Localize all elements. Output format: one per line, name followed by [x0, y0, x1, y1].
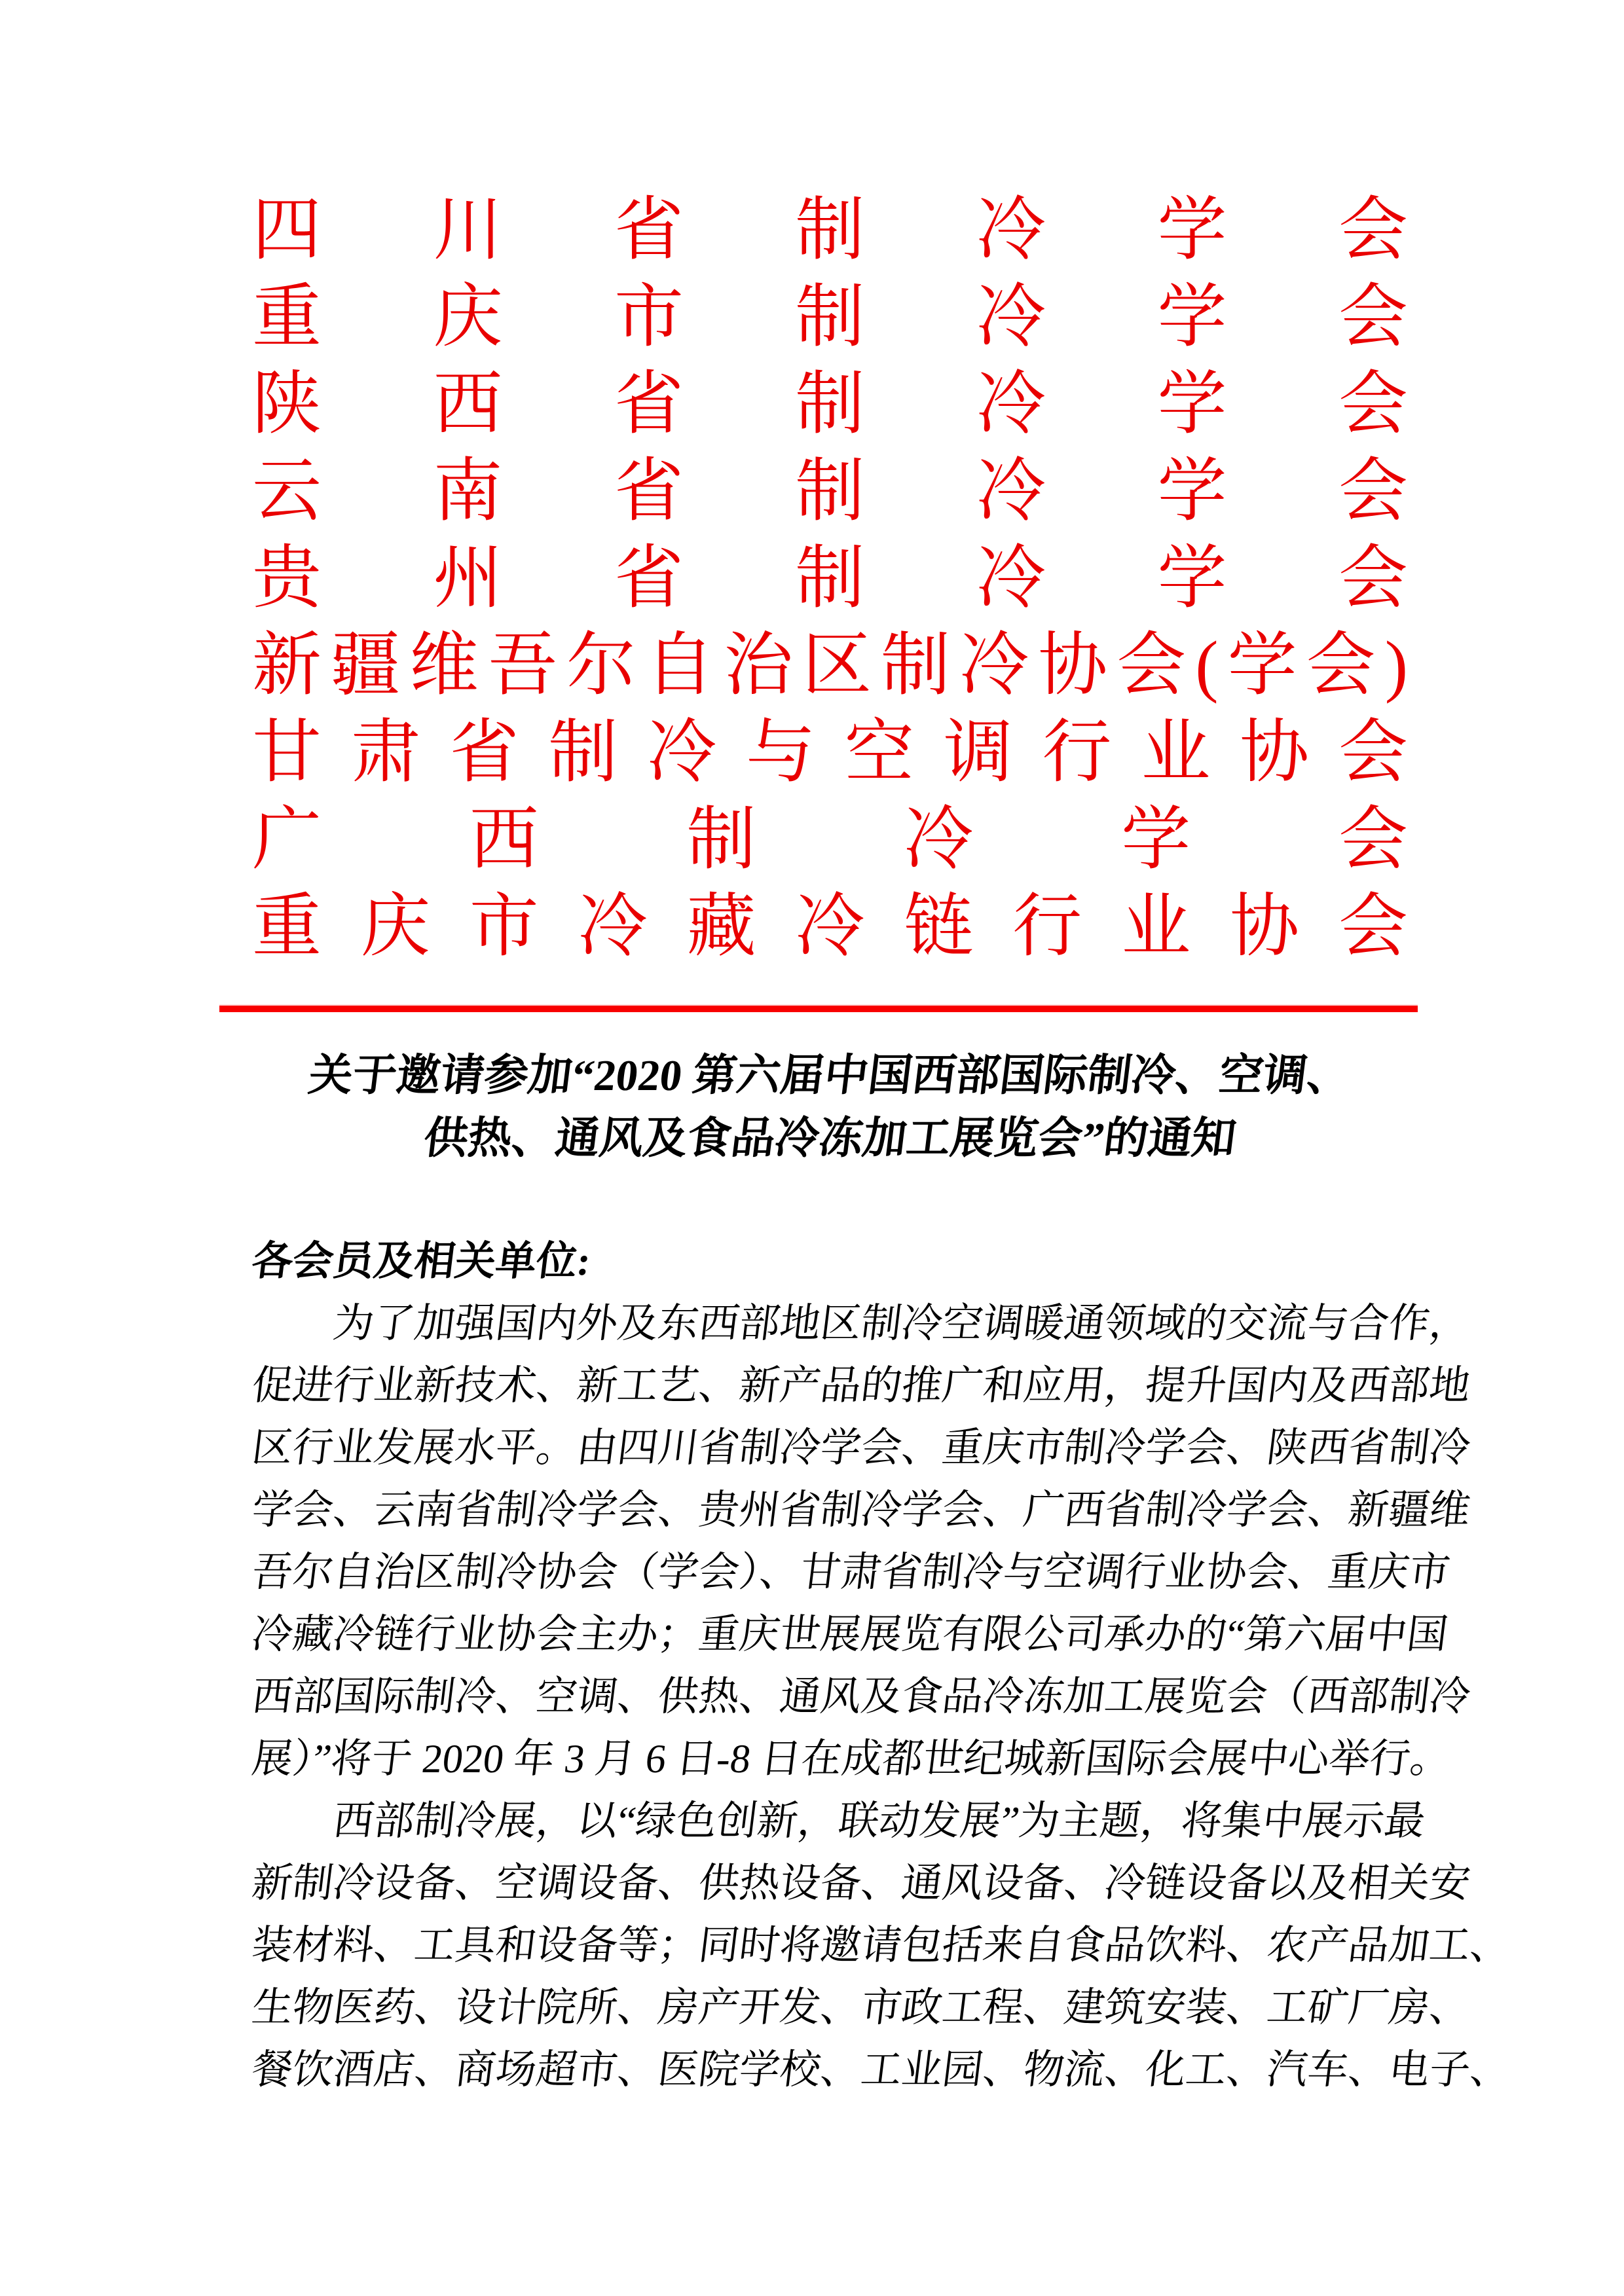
letterhead-line: 广西制冷学会 — [252, 801, 1408, 878]
letterhead-line: 陕西省制冷学会 — [252, 366, 1408, 443]
letterhead-divider-rule — [219, 1004, 1418, 1012]
body-line: 新制冷设备、空调设备、供热设备、通风设备、冷链设备以及相关安 — [249, 1861, 1473, 1906]
notice-title — [252, 1044, 1408, 1170]
letterhead — [0, 0, 1624, 970]
body-line: 学会、云南省制冷学会、贵州省制冷学会、广西省制冷学会、新疆维 — [249, 1488, 1473, 1533]
letterhead-line: 四川省制冷学会 — [252, 192, 1408, 268]
letterhead-line: 甘肃省制冷与空调行业协会 — [252, 714, 1408, 791]
body-line: 冷藏冷链行业协会主办；重庆世展展览有限公司承办的“第六届中国 — [249, 1613, 1450, 1657]
body-line: 吾尔自治区制冷协会（学会）、甘肃省制冷与空调行业协会、重庆市 — [249, 1550, 1453, 1595]
body-line: 西部国际制冷、空调、供热、通风及食品冷冻加工展览会（西部制冷 — [249, 1675, 1473, 1719]
letterhead-line: 重庆市制冷学会 — [252, 279, 1408, 355]
body-line: 西部制冷展，以“绿色创新，联动发展”为主题，将集中展示最 — [330, 1799, 1428, 1844]
notice-title-line-2: 供热、通风及食品冷冻加工展览会”的通知 — [421, 1114, 1239, 1163]
body-line: 展）”将于 2020 年 3 月 6 日-8 日在成都世纪城新国际会展中心举行。 — [249, 1737, 1454, 1781]
letterhead-line: 新疆维吾尔自治区制冷协会(学会) — [252, 627, 1408, 704]
letterhead-line: 云南省制冷学会 — [252, 453, 1408, 530]
salutation: 各会员及相关单位: — [249, 1239, 593, 1284]
body-line: 餐饮酒店、商场超市、医院学校、工业园、物流、化工、汽车、电子、 — [249, 2048, 1514, 2092]
notice-title-line-1: 关于邀请参加“2020 第六届中国西部国际制冷、空调、 — [306, 1051, 1354, 1100]
letterhead-line: 贵州省制冷学会 — [252, 540, 1408, 617]
body-line: 促进行业新技术、新工艺、新产品的推广和应用，提升国内及西部地 — [249, 1364, 1473, 1408]
body-line: 区行业发展水平。由四川省制冷学会、重庆市制冷学会、陕西省制冷 — [249, 1426, 1473, 1470]
body-line: 装材料、工具和设备等；同时将邀请包括来自食品饮料、农产品加工、 — [249, 1923, 1514, 1968]
letterhead-line: 重庆市冷藏冷链行业协会 — [252, 888, 1408, 965]
body-line: 为了加强国内外及东西部地区制冷空调暖通领域的交流与合作， — [330, 1302, 1473, 1346]
body-line: 生物医药、设计院所、房产开发、市政工程、建筑安装、工矿厂房、 — [249, 1986, 1473, 2030]
notice-body — [249, 1231, 1514, 2102]
